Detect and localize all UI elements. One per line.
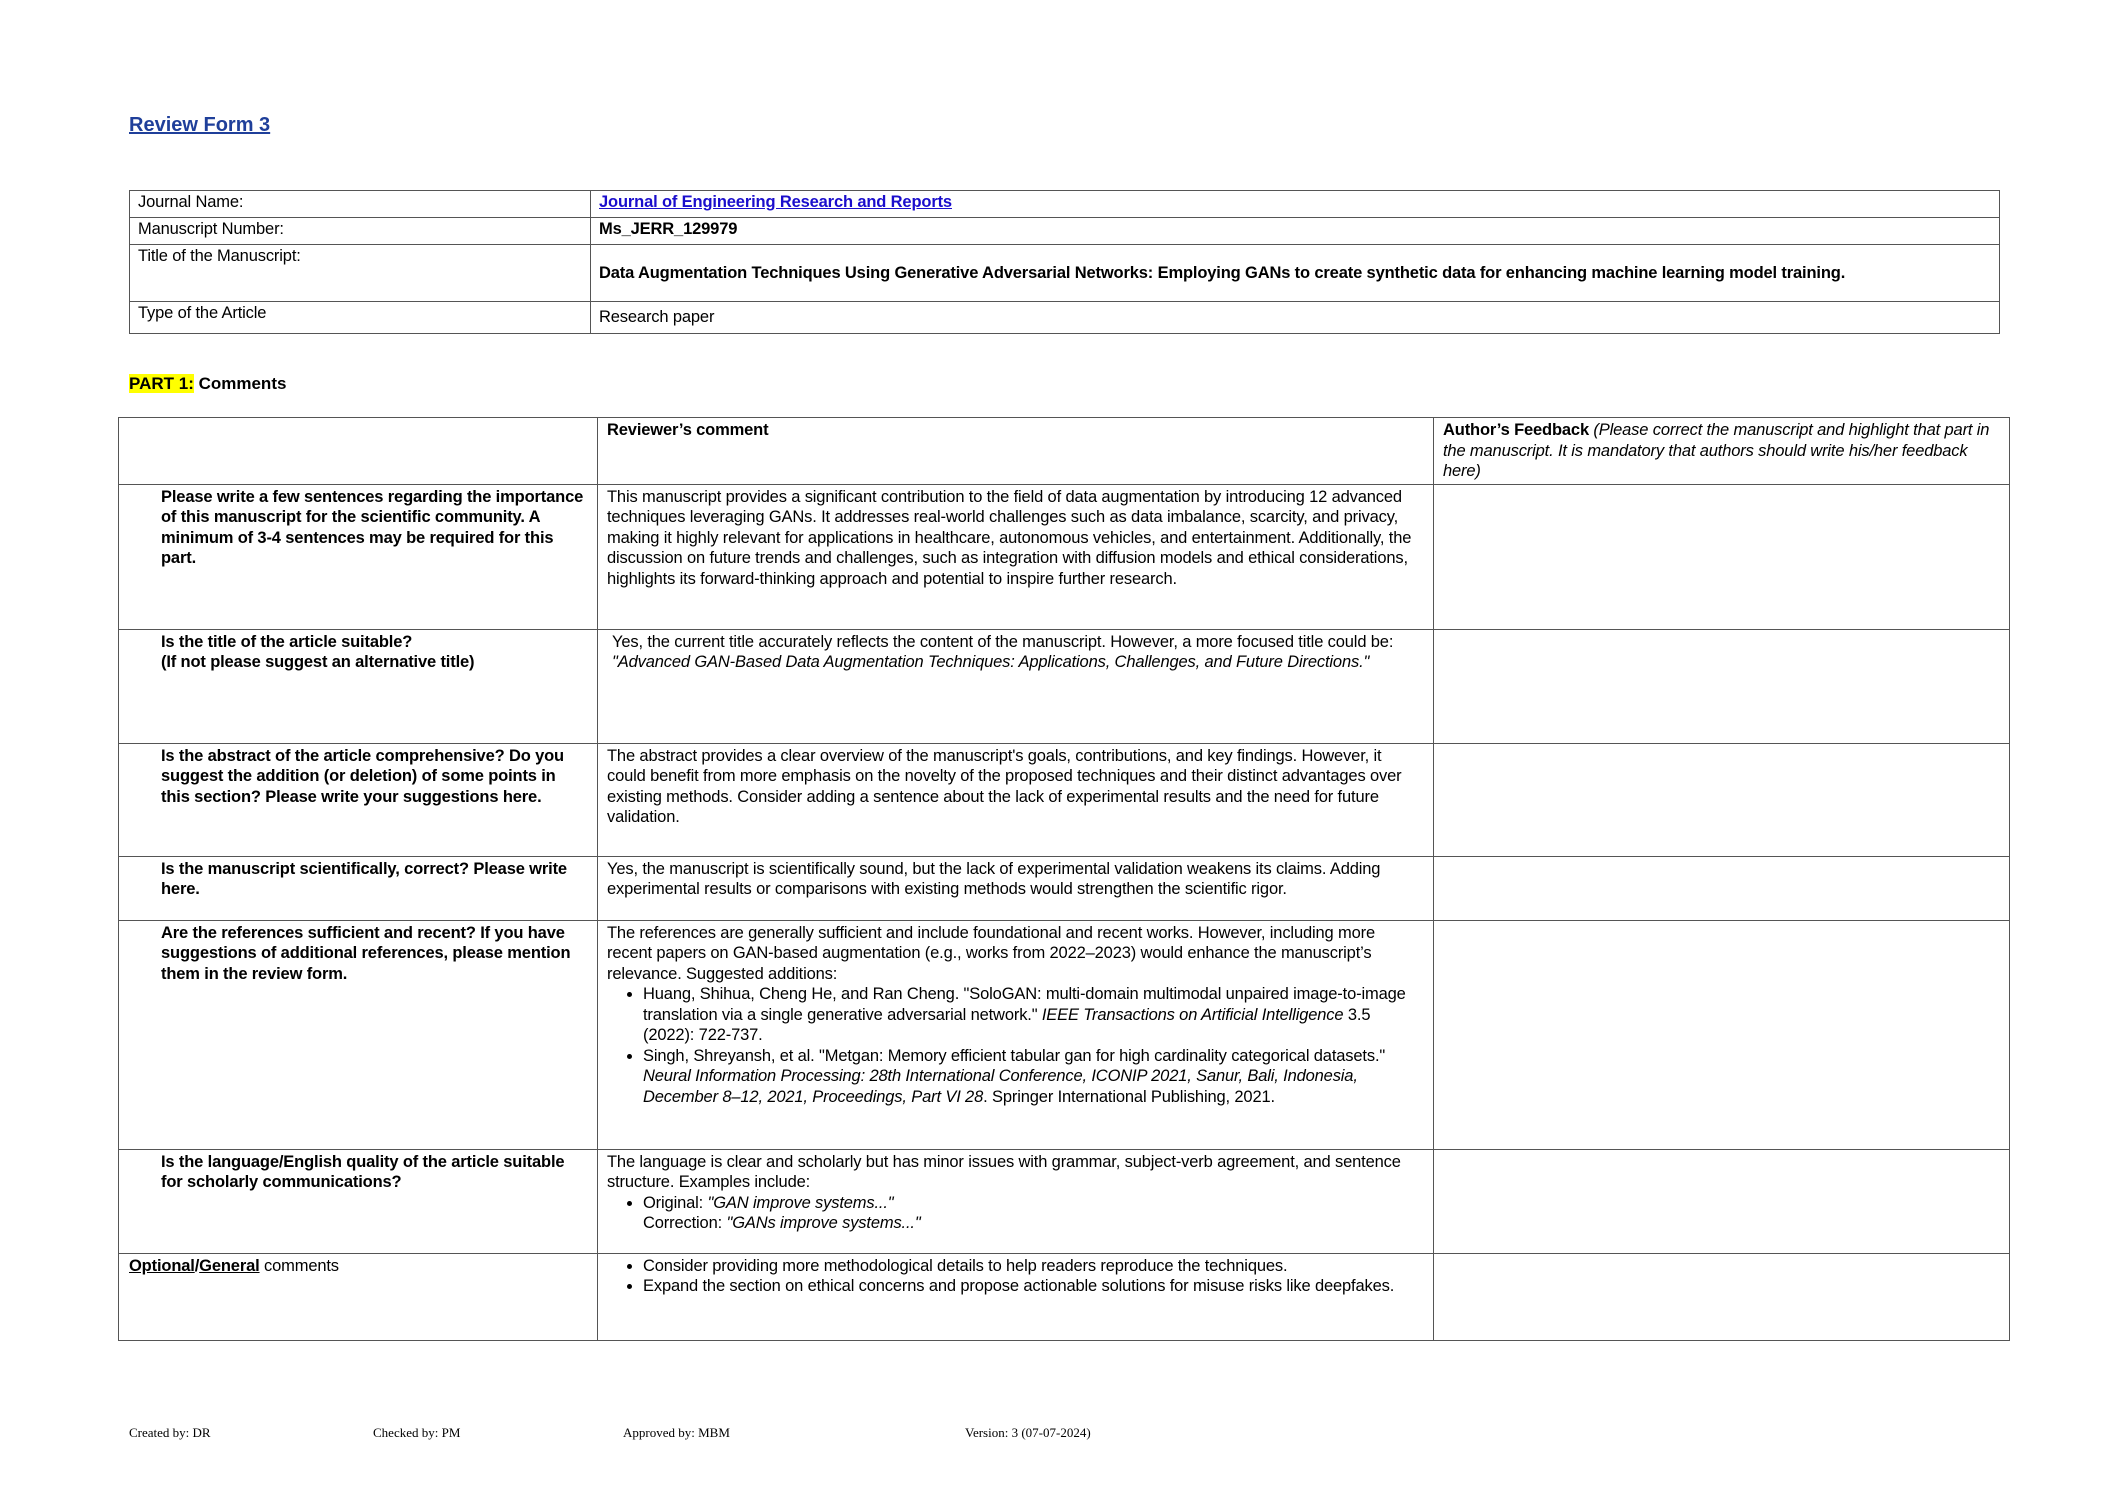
question-cell: Is the manuscript scientifically, correct? Please write here.: [119, 856, 598, 920]
author-feedback-cell[interactable]: [1434, 856, 2010, 920]
author-feedback-instructions: (Please correct the manuscript and highlight that part in the manuscript. It is mandatory that authors should write his/her feedback here): [1443, 421, 1990, 480]
comment-text: This manuscript provides a significant contribution to the field of data augmentation by introducing 12 advanced techniques leveraging GANs. It addresses real-world challenges such as data imbalance, scarcity, and privacy, making it highly relevant for applications in healthcare, autonomous vehicles, and entertainment. Additionally, the discussion on future trends and challenges, such as integration with diffusion models and ethical considerations, highlights its forward-thinking approach and potential to inspire further research.: [607, 487, 1412, 588]
comments-header-row: [119, 418, 2010, 485]
reference-item: [643, 1046, 1424, 1108]
info-row-type: [130, 302, 2000, 334]
author-feedback-cell[interactable]: [1434, 920, 2010, 1149]
title-label: Title of the Manuscript:: [130, 245, 591, 302]
reviewer-comment-cell: [598, 1149, 1434, 1253]
comment-row: [119, 920, 2010, 1149]
comment-text: Huang, Shihua, Cheng He, and Ran Cheng. "SoloGAN: multi-domain multimodal unpaired image-to-image translation via a single generative adversarial network.": [643, 985, 1406, 1024]
comment-text: "Advanced GAN-Based Data Augmentation Techniques: Applications, Challenges, and Future Directions.": [612, 653, 1370, 671]
footer-version: Version: 3 (07-07-2024): [965, 1425, 1091, 1440]
comment-text: Yes, the manuscript is scientifically sound, but the lack of experimental validation weakens its claims. Adding experimental results or comparisons with existing methods would strengthen the scientific rigor.: [607, 859, 1381, 898]
comment-text: Singh, Shreyansh, et al. "Metgan: Memory efficient tabular gan for high cardinality categorical datasets.": [643, 1046, 1386, 1065]
question-cell: Please write a few sentences regarding the importance of this manuscript for the scientific community. A minimum of 3-4 sentences may be required for this part.: [119, 484, 598, 629]
optional-comment-item: [643, 1276, 1424, 1297]
comment-text: The references are generally sufficient and include foundational and recent works. However, including more recent papers on GAN-based augmentation (e.g., works from 2022–2023) would enhance the manuscript’s relevance. Suggested additions:: [607, 923, 1375, 983]
comment-row: [119, 629, 2010, 743]
optional-comments-row: [119, 1253, 2010, 1340]
comment-text: 3.5 (2022): 722-737.: [643, 1005, 1371, 1044]
number-value: Ms_JERR_129979: [591, 218, 2000, 245]
reviewer-comment-cell: [598, 484, 1434, 629]
comment-text: Consider providing more methodological details to help readers reproduce the techniques.: [643, 1256, 1288, 1275]
info-row-journal: [130, 191, 2000, 218]
reviewer-comment-header: Reviewer’s comment: [598, 418, 1434, 485]
info-row-number: [130, 218, 2000, 245]
comment-text: IEEE Transactions on Artificial Intelligence: [1041, 1005, 1344, 1024]
optional-reviewer-comment: [598, 1253, 1434, 1340]
comment-text: The language is clear and scholarly but has minor issues with grammar, subject-verb agreement, and sentence structure. Examples include:: [607, 1152, 1401, 1191]
question-cell: Is the language/English quality of the article suitable for scholarly communications?: [119, 1149, 598, 1253]
optional-label: Optional/General comments: [119, 1253, 598, 1340]
journal-label: Journal Name:: [130, 191, 591, 218]
part-rest: Comments: [193, 374, 287, 393]
comment-text: The abstract provides a clear overview of the manuscript's goals, contributions, and key findings. However, it could benefit from more emphasis on the novelty of the proposed techniques and their distinct advantages over existing methods. Consider adding a sentence about the lack of experimental results and the need for future validation.: [607, 746, 1402, 826]
comment-row: [119, 484, 2010, 629]
comment-row: [119, 743, 2010, 856]
footer-approved: Approved by: MBM: [623, 1425, 730, 1440]
question-cell: Is the title of the article suitable? (If not please suggest an alternative title): [119, 629, 598, 743]
optional-comment-item: [643, 1256, 1424, 1277]
author-feedback-header: [1434, 418, 2010, 485]
reference-item: [643, 1193, 1424, 1234]
reviewer-comment-cell: [598, 920, 1434, 1149]
info-row-title: [130, 245, 2000, 302]
author-feedback-cell[interactable]: [1434, 1149, 2010, 1253]
type-value: Research paper: [591, 302, 2000, 334]
empty-header-cell: [119, 418, 598, 485]
reviewer-comment-cell: [598, 629, 1434, 743]
comment-text: "GANs improve systems...": [726, 1214, 921, 1232]
optional-author-feedback[interactable]: [1434, 1253, 2010, 1340]
type-label: Type of the Article: [130, 302, 591, 334]
comment-row: [119, 856, 2010, 920]
author-feedback-cell[interactable]: [1434, 484, 2010, 629]
comment-text: Expand the section on ethical concerns and propose actionable solutions for misuse risks like deepfakes.: [643, 1277, 1395, 1295]
manuscript-info-table: [129, 190, 2000, 334]
author-feedback-cell[interactable]: [1434, 629, 2010, 743]
title-value: Data Augmentation Techniques Using Generative Adversarial Networks: Employing GANs to create synthetic data for enhancing machine learning model training.: [591, 245, 2000, 302]
footer-checked: Checked by: PM: [373, 1425, 461, 1440]
question-cell: Is the abstract of the article comprehensive? Do you suggest the addition (or deletion) of some points in this section? Please write your suggestions here.: [119, 743, 598, 856]
comment-text: Yes, the current title accurately reflects the content of the manuscript. However, a more focused title could be:: [612, 632, 1394, 651]
author-feedback-title: Author’s Feedback: [1443, 421, 1589, 439]
comment-row: [119, 1149, 2010, 1253]
page-title[interactable]: Review Form 3: [129, 114, 271, 136]
part-heading: [129, 374, 286, 394]
reviewer-comment-cell: [598, 743, 1434, 856]
number-label: Manuscript Number:: [130, 218, 591, 245]
reviewer-comment-cell: [598, 856, 1434, 920]
comment-text: . Springer International Publishing, 2021.: [983, 1087, 1275, 1106]
part-label: PART 1:: [129, 374, 194, 393]
comments-table: [118, 417, 2010, 1341]
comment-text: Neural Information Processing: 28th International Conference, ICONIP 2021, Sanur, Bali, Indonesia, December 8–12, 2021, Proceedings, Part VI 28: [643, 1067, 1358, 1106]
comment-text: "GAN improve systems...": [707, 1193, 894, 1212]
question-cell: Are the references sufficient and recent? If you have suggestions of additional references, please mention them in the review form.: [119, 920, 598, 1149]
journal-link[interactable]: Journal of Engineering Research and Reports: [599, 193, 952, 211]
author-feedback-cell[interactable]: [1434, 743, 2010, 856]
comment-text: Original:: [643, 1193, 708, 1212]
footer-created: Created by: DR: [129, 1425, 211, 1440]
comment-text: Correction:: [643, 1214, 727, 1232]
reference-item: [643, 984, 1424, 1046]
